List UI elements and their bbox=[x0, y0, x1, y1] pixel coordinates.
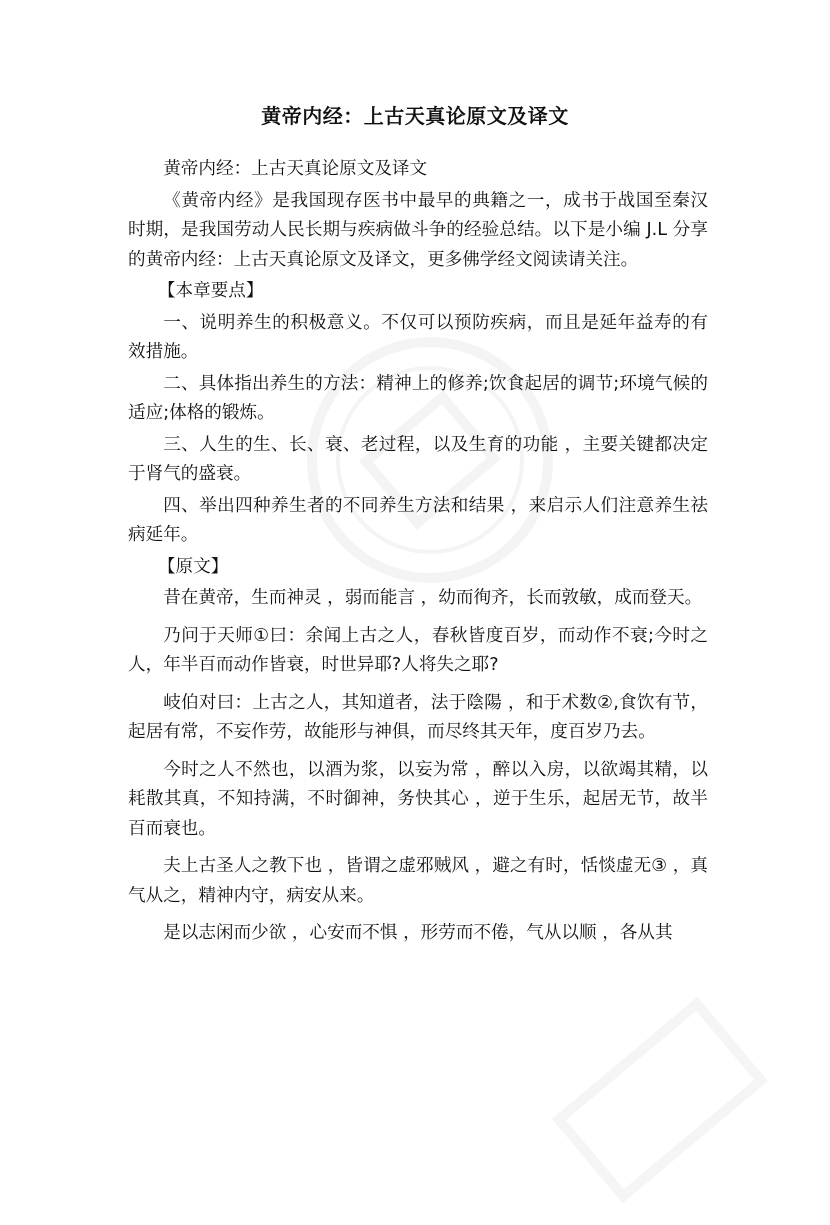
original-text-heading: 【原文】 bbox=[157, 556, 229, 577]
original-paragraph: 昔在黄帝，生而神灵 ，弱而能言 ，幼而徇齐，长而敦敏，成而登天。 bbox=[163, 588, 703, 608]
watermark-corner bbox=[545, 990, 775, 1210]
key-points-heading: 【本章要点】 bbox=[157, 281, 264, 301]
original-paragraph: 是以志闲而少欲 ，心安而不惧 ，形劳而不倦，气从以顺 ，各从其 bbox=[163, 923, 673, 943]
original-paragraph: 乃问于天师①曰：余闻上古之人，春秋皆度百岁，而动作不衰;今时之人，年半百而动作皆衰，时世异耶?人将失之耶? bbox=[128, 625, 708, 675]
original-paragraph: 岐伯对曰：上古之人，其知道者，法于陰陽 ，和于术数②,食饮有节，起居有常，不妄作劳，故能形与神俱，而尽终其天年，度百岁乃去。 bbox=[128, 692, 708, 742]
key-point-paragraph: 一、说明养生的积极意义。不仅可以预防疾病，而且是延年益寿的有效措施。 bbox=[128, 312, 708, 362]
intro-paragraph: 《黄帝内经》是我国现存医书中最早的典籍之一，成书于战国至秦汉时期，是我国劳动人民长期与疾病做斗争的经验总结。以下是小编 J.L 分享的黄帝内经：上古天真论原文及译文，更多佛学经文阅读请关注。 bbox=[128, 190, 708, 270]
original-paragraph: 今时之人不然也，以酒为浆，以妄为常 ，醉以入房，以欲竭其精，以耗散其真，不知持满，不时御神，务快其心 ，逆于生乐，起居无节，故半百而衰也。 bbox=[128, 759, 708, 839]
document-body bbox=[128, 155, 708, 951]
watermark-corner-icon bbox=[545, 990, 775, 1210]
key-point-paragraph: 四、举出四种养生者的不同养生方法和结果 ，来启示人们注意养生祛病延年。 bbox=[128, 495, 708, 545]
subtitle-paragraph: 黄帝内经：上古天真论原文及译文 bbox=[163, 159, 428, 179]
original-paragraph: 夫上古圣人之教下也 ，皆谓之虚邪贼风 ，避之有时，恬惔虚无③ ，真气从之，精神内守，病安从来。 bbox=[128, 856, 708, 906]
key-point-paragraph: 二、具体指出养生的方法：精神上的修养;饮食起居的调节;环境气候的适应;体格的锻炼。 bbox=[128, 373, 708, 423]
page-title: 黄帝内经：上古天真论原文及译文 bbox=[261, 104, 569, 128]
key-point-paragraph: 三、人生的生、长、衰、老过程，以及生育的功能 ，主要关键都决定于肾气的盛衰。 bbox=[128, 434, 708, 484]
